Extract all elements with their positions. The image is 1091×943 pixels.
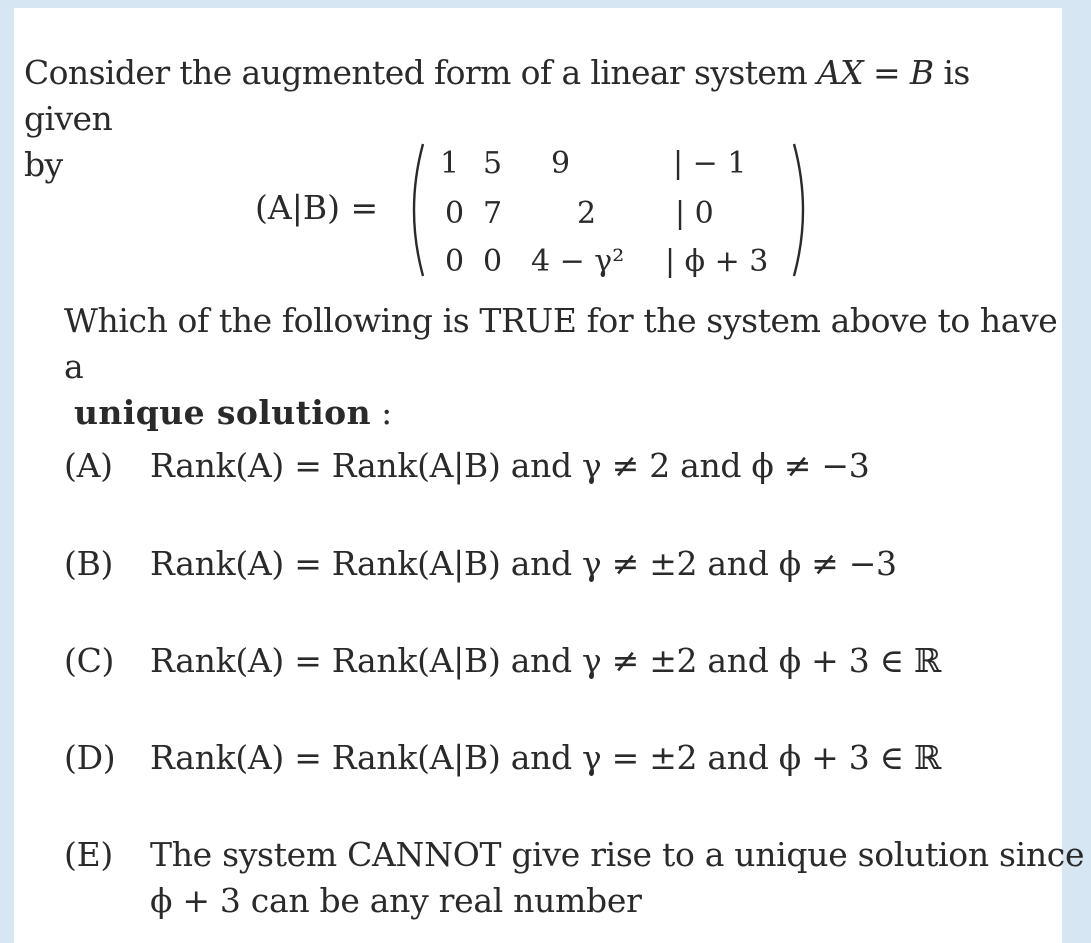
- option-c-tag: (C): [64, 641, 115, 680]
- matrix-cell-r3c2: 0: [483, 244, 503, 279]
- matrix-cell-r2c4: | 0: [675, 196, 714, 231]
- intro-line1-text: Consider the augmented form of a linear system: [24, 53, 817, 92]
- option-e[interactable]: [64, 832, 1084, 924]
- intro-line1-tail: is given: [24, 53, 970, 138]
- question-emphasis: unique solution: [74, 393, 371, 432]
- option-a-tag: (A): [64, 446, 113, 485]
- matrix-cell-r3c4: | ϕ + 3: [665, 244, 769, 279]
- right-parenthesis: [790, 142, 814, 278]
- intro-text: [24, 50, 1054, 188]
- intro-line2: by: [24, 145, 63, 184]
- intro-equation: AX = B: [816, 53, 934, 92]
- matrix-cell-r1c2: 5: [483, 146, 503, 181]
- option-b[interactable]: [64, 541, 897, 587]
- matrix-cell-r3c3: 4 − γ²: [531, 244, 625, 279]
- matrix-cell-r2c3: 2: [577, 196, 597, 231]
- matrix-cell-r2c1: 0: [445, 196, 465, 231]
- question-prompt: [64, 298, 1064, 436]
- matrix-cell-r3c1: 0: [445, 244, 465, 279]
- matrix-lhs: (A|B) =: [255, 188, 379, 227]
- matrix-cell-r1c1: 1: [440, 146, 460, 181]
- option-d-tag: (D): [64, 738, 116, 777]
- option-e-text-line2: ϕ + 3 can be any real number: [150, 881, 642, 920]
- option-c-text: Rank(A) = Rank(A|B) and γ ≠ ±2 and ϕ + 3 ∈ ℝ: [150, 641, 942, 680]
- option-e-tag: (E): [64, 835, 113, 874]
- option-e-text: The system CANNOT give rise to a unique solution since: [150, 835, 1085, 874]
- option-a-text: Rank(A) = Rank(A|B) and γ ≠ 2 and ϕ ≠ −3: [150, 446, 870, 485]
- matrix-cell-r1c3: 9: [551, 146, 571, 181]
- question-line1: Which of the following is TRUE for the system above to have a: [64, 301, 1058, 386]
- option-b-text: Rank(A) = Rank(A|B) and γ ≠ ±2 and ϕ ≠ −3: [150, 544, 897, 583]
- matrix-cell-r1c4: | − 1: [673, 146, 747, 181]
- option-e-body: [150, 832, 1084, 924]
- option-c[interactable]: [64, 638, 941, 684]
- question-tail: :: [370, 393, 392, 432]
- option-a[interactable]: [64, 443, 869, 489]
- left-parenthesis: [403, 142, 427, 278]
- option-b-tag: (B): [64, 544, 114, 583]
- option-d-text: Rank(A) = Rank(A|B) and γ = ±2 and ϕ + 3 ∈ ℝ: [150, 738, 942, 777]
- option-d[interactable]: [64, 735, 941, 781]
- matrix-cell-r2c2: 7: [483, 196, 503, 231]
